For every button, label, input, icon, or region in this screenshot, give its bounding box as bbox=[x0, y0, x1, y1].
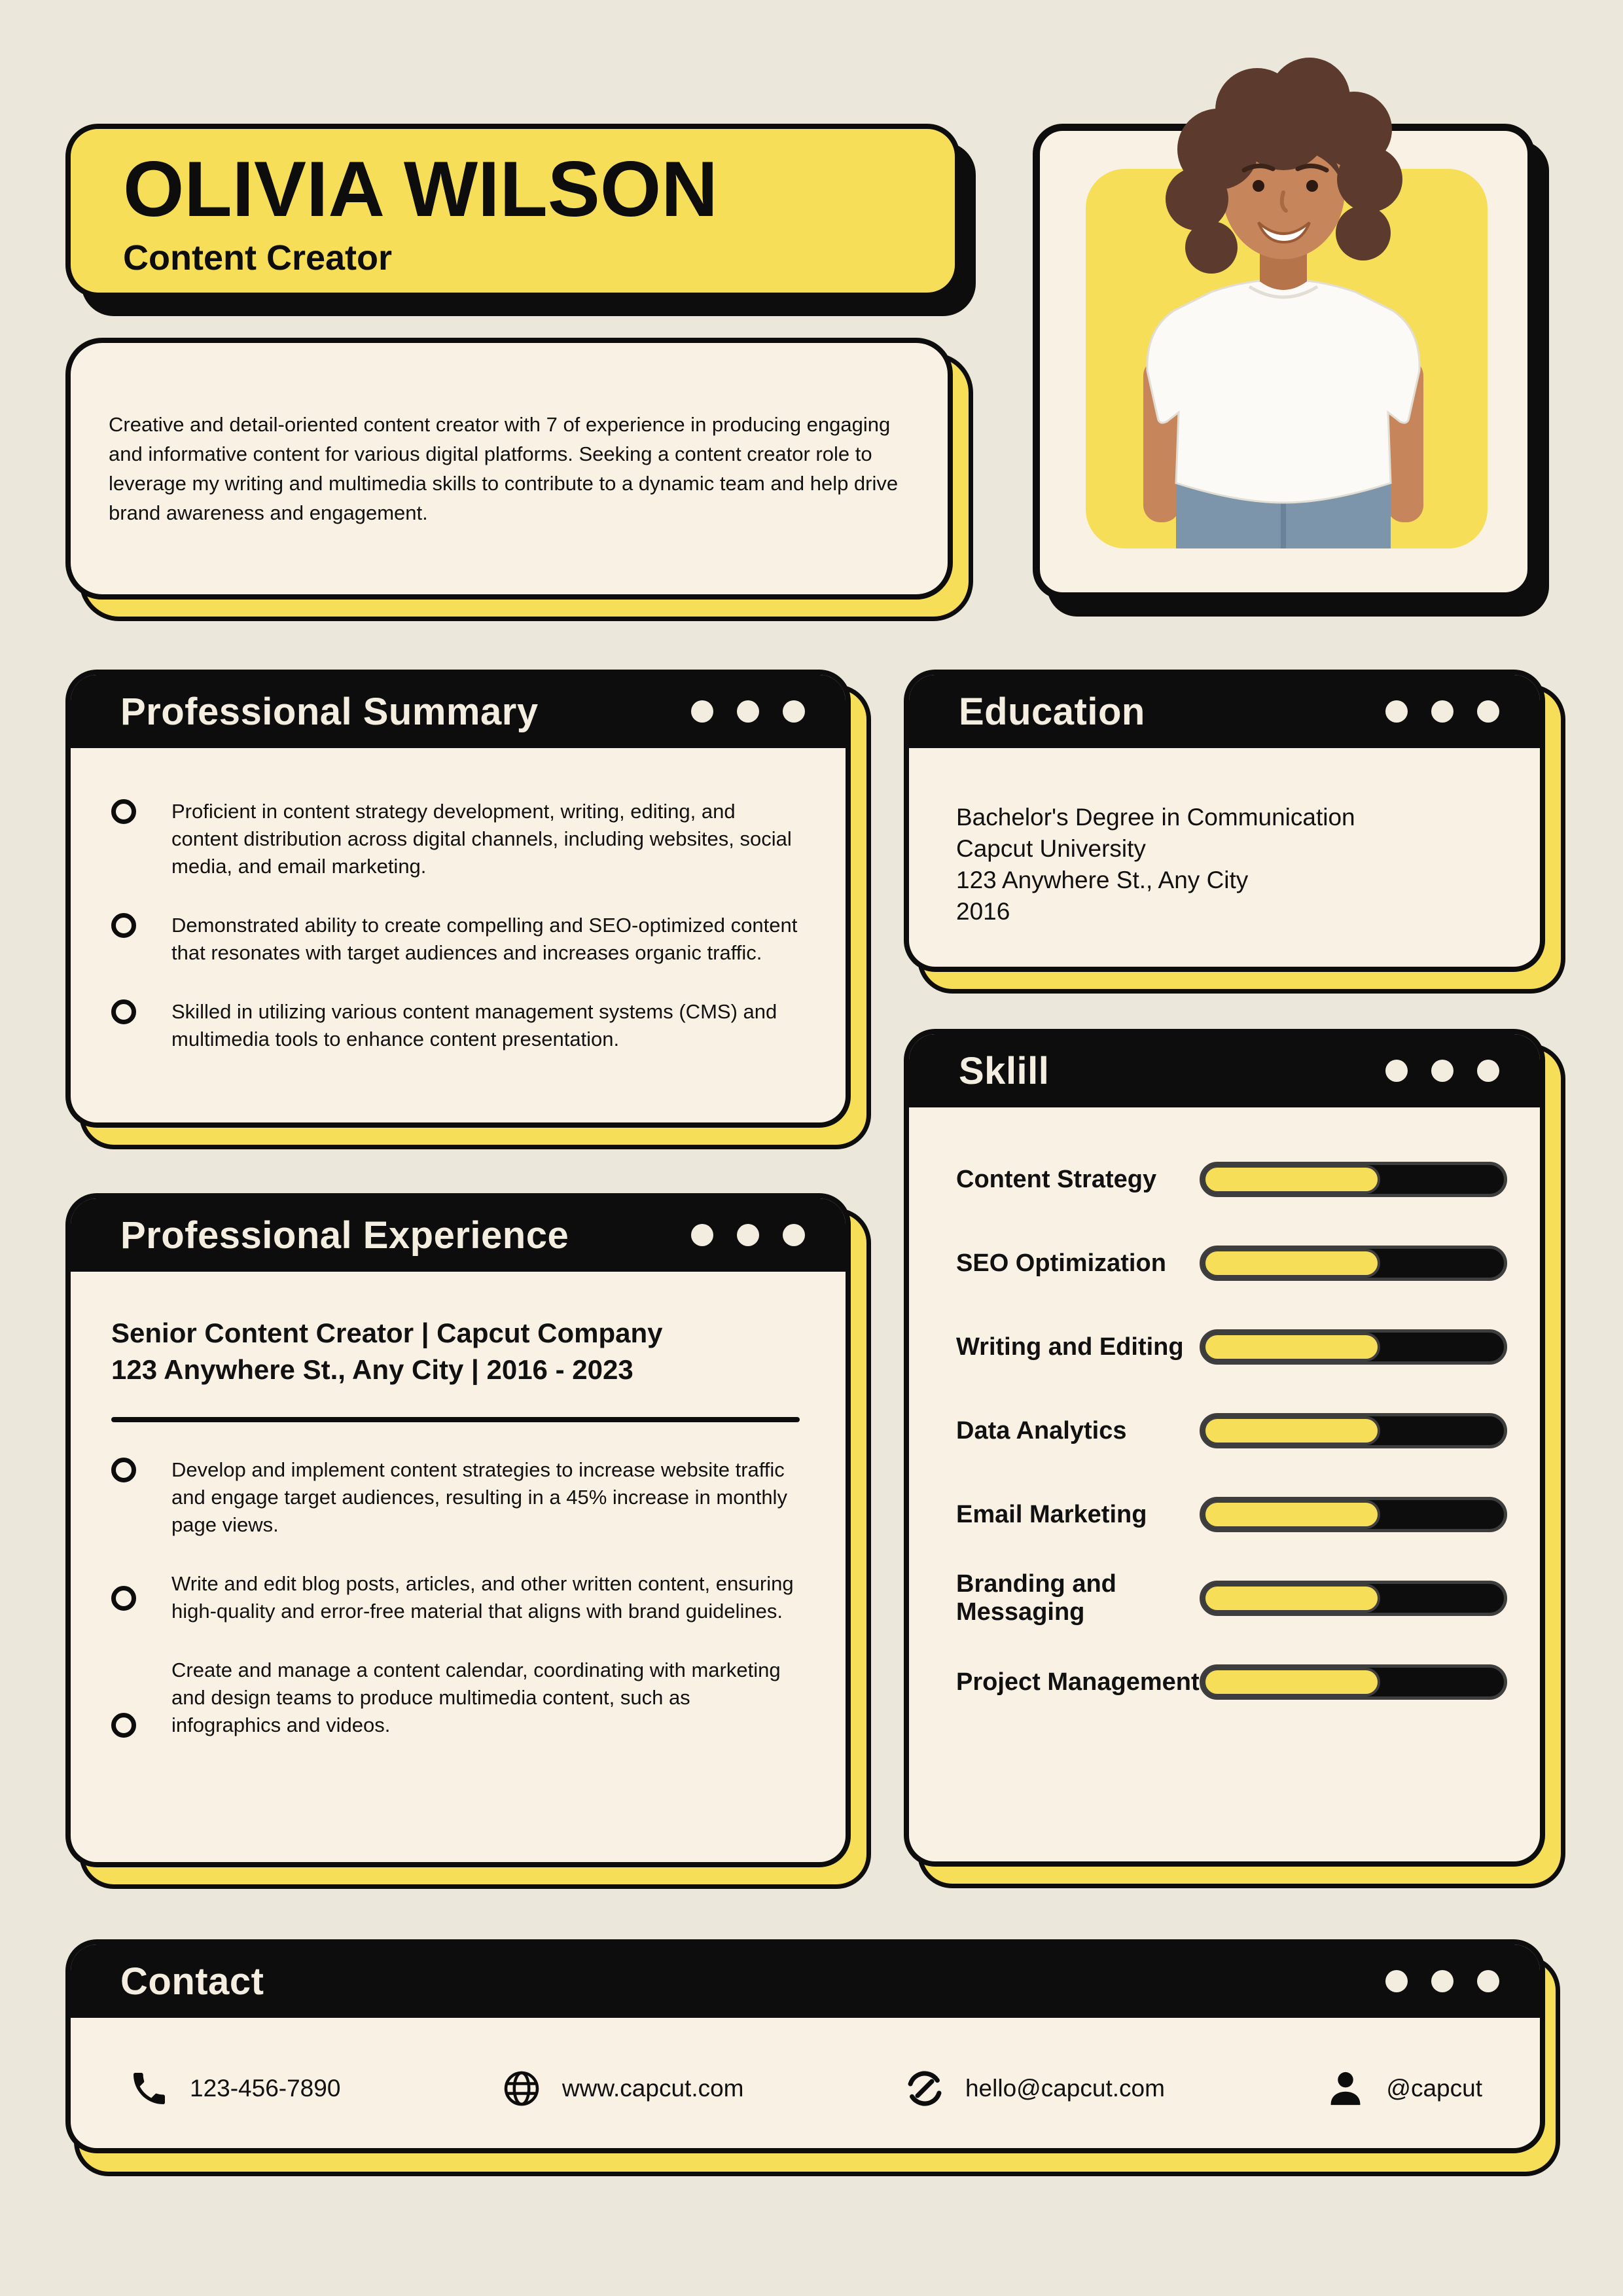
contact-phone bbox=[128, 2068, 340, 2109]
skill-bar bbox=[1200, 1497, 1507, 1532]
skill-label: Data Analytics bbox=[956, 1416, 1127, 1444]
experience-card bbox=[65, 1193, 851, 1867]
experience-meta: 123 Anywhere St., Any City | 2016 - 2023 bbox=[111, 1354, 633, 1385]
window-dots bbox=[1385, 700, 1499, 723]
education-card bbox=[904, 670, 1545, 972]
bullet-circle-icon bbox=[111, 913, 136, 938]
summary-bullet bbox=[111, 998, 800, 1053]
globe-icon bbox=[501, 2068, 543, 2109]
experience-body bbox=[71, 1272, 846, 1739]
contact-phone-text: 123-456-7890 bbox=[190, 2074, 341, 2102]
contact-card bbox=[65, 1939, 1545, 2153]
window-dot bbox=[1431, 1970, 1454, 1992]
education-body bbox=[909, 748, 1540, 927]
bullet-circle-icon bbox=[111, 799, 136, 824]
summary-header bbox=[71, 675, 846, 748]
skill-label: Email Marketing bbox=[956, 1500, 1147, 1528]
skills-title: Sklill bbox=[959, 1049, 1050, 1092]
skill-label: SEO Optimization bbox=[956, 1249, 1166, 1277]
intro-text: Creative and detail-oriented content creator with 7 of experience in producing engaging and informative content for various digital platforms. Seeking a content creator role to leverage my writing and multimedia skills to contribute to a dynamic team and help drive brand awareness and engagement. bbox=[109, 413, 899, 524]
skills-card bbox=[904, 1029, 1545, 1867]
education-header bbox=[909, 675, 1540, 748]
skill-bar bbox=[1200, 1581, 1507, 1616]
contact-social-text: @capcut bbox=[1386, 2074, 1482, 2102]
skill-bar-fill bbox=[1203, 1500, 1380, 1529]
contact-title: Contact bbox=[120, 1960, 264, 2003]
contact-website-text: www.capcut.com bbox=[562, 2074, 744, 2102]
skill-bar-fill bbox=[1203, 1668, 1380, 1696]
skill-bar bbox=[1200, 1413, 1507, 1448]
window-dot bbox=[1477, 1060, 1499, 1082]
skill-row bbox=[956, 1664, 1507, 1700]
skill-bar bbox=[1200, 1329, 1507, 1365]
phone-icon bbox=[128, 2068, 170, 2109]
skill-bar-fill bbox=[1203, 1249, 1380, 1278]
person-job-title: Content Creator bbox=[123, 238, 393, 278]
education-address: 123 Anywhere St., Any City bbox=[956, 867, 1249, 893]
skills-body bbox=[909, 1107, 1540, 1700]
window-dot bbox=[1477, 1970, 1499, 1992]
experience-bullet bbox=[111, 1657, 800, 1739]
window-dots bbox=[691, 700, 805, 723]
experience-bullet bbox=[111, 1570, 800, 1625]
experience-bullet-text: Develop and implement content strategies to increase website traffic and engage target audiences, resulting in a 45% increase in monthly page views. bbox=[171, 1458, 787, 1536]
person-tshirt bbox=[1147, 279, 1419, 503]
window-dots bbox=[1385, 1060, 1499, 1082]
experience-bullet bbox=[111, 1456, 800, 1539]
skill-bar-fill bbox=[1203, 1165, 1380, 1194]
skill-label: Writing and Editing bbox=[956, 1333, 1184, 1361]
summary-bullet-text: Demonstrated ability to create compelling and SEO-optimized content that resonates with target audiences and increases organic traffic. bbox=[171, 914, 798, 964]
skill-bar bbox=[1200, 1162, 1507, 1197]
window-dot bbox=[1477, 700, 1499, 723]
name-card bbox=[65, 124, 960, 298]
window-dot bbox=[1385, 1060, 1408, 1082]
window-dot bbox=[1385, 700, 1408, 723]
contact-header bbox=[71, 1945, 1540, 2018]
skill-bar-fill bbox=[1203, 1416, 1380, 1445]
photo-card bbox=[1033, 124, 1535, 600]
skill-row bbox=[956, 1161, 1507, 1198]
experience-bullet-text: Write and edit blog posts, articles, and other written content, ensuring high-quality and error-free material that aligns with brand guidelines. bbox=[171, 1572, 794, 1623]
window-dot bbox=[737, 700, 759, 723]
summary-bullet bbox=[111, 798, 800, 880]
skill-row bbox=[956, 1245, 1507, 1282]
window-dot bbox=[691, 1224, 713, 1246]
profile-photo bbox=[1113, 51, 1454, 548]
bullet-circle-icon bbox=[111, 1458, 136, 1482]
experience-bullet-text: Create and manage a content calendar, coordinating with marketing and design teams to produce multimedia content, such as infographics and videos. bbox=[171, 1659, 781, 1736]
skill-bar-fill bbox=[1203, 1584, 1380, 1613]
window-dot bbox=[783, 700, 805, 723]
skill-bar bbox=[1200, 1246, 1507, 1281]
user-icon bbox=[1325, 2068, 1366, 2109]
summary-card bbox=[65, 670, 851, 1128]
contact-body bbox=[71, 2018, 1540, 2153]
window-dots bbox=[1385, 1970, 1499, 1992]
window-dot bbox=[1385, 1970, 1408, 1992]
skill-label: Branding and Messaging bbox=[956, 1570, 1116, 1626]
education-title: Education bbox=[959, 690, 1145, 733]
summary-body bbox=[71, 748, 846, 1053]
education-school: Capcut University bbox=[956, 835, 1146, 862]
skill-bar-fill bbox=[1203, 1333, 1380, 1361]
skill-label: Project Management bbox=[956, 1668, 1200, 1696]
contact-email-text: hello@capcut.com bbox=[965, 2074, 1165, 2102]
window-dots bbox=[691, 1224, 805, 1246]
bullet-circle-icon bbox=[111, 1586, 136, 1611]
skill-row bbox=[956, 1496, 1507, 1533]
contact-email bbox=[904, 2068, 1165, 2109]
summary-bullet-text: Skilled in utilizing various content management systems (CMS) and multimedia tools to enhance content presentation. bbox=[171, 1000, 777, 1050]
education-year: 2016 bbox=[956, 898, 1010, 925]
bullet-circle-icon bbox=[111, 1713, 136, 1738]
intro-card bbox=[65, 338, 953, 600]
window-dot bbox=[737, 1224, 759, 1246]
education-degree: Bachelor's Degree in Communication bbox=[956, 804, 1355, 831]
experience-role: Senior Content Creator | Capcut Company bbox=[111, 1318, 663, 1348]
contact-website bbox=[501, 2068, 744, 2109]
skill-row bbox=[956, 1570, 1507, 1626]
summary-bullet bbox=[111, 912, 800, 967]
skill-row bbox=[956, 1329, 1507, 1365]
summary-bullet-text: Proficient in content strategy development, writing, editing, and content distribution across digital channels, including websites, social media, and email marketing. bbox=[171, 800, 792, 878]
experience-title: Professional Experience bbox=[120, 1213, 569, 1257]
skill-label: Content Strategy bbox=[956, 1165, 1157, 1193]
window-dot bbox=[783, 1224, 805, 1246]
skills-header bbox=[909, 1034, 1540, 1107]
window-dot bbox=[1431, 1060, 1454, 1082]
person-name: OLIVIA WILSON bbox=[123, 145, 718, 233]
summary-title: Professional Summary bbox=[120, 690, 539, 733]
window-dot bbox=[691, 700, 713, 723]
bullet-circle-icon bbox=[111, 999, 136, 1024]
experience-header bbox=[71, 1198, 846, 1272]
skill-row bbox=[956, 1412, 1507, 1449]
skill-bar bbox=[1200, 1664, 1507, 1700]
divider bbox=[111, 1417, 800, 1422]
contact-social bbox=[1325, 2068, 1482, 2109]
window-dot bbox=[1431, 700, 1454, 723]
link-icon bbox=[904, 2068, 946, 2109]
